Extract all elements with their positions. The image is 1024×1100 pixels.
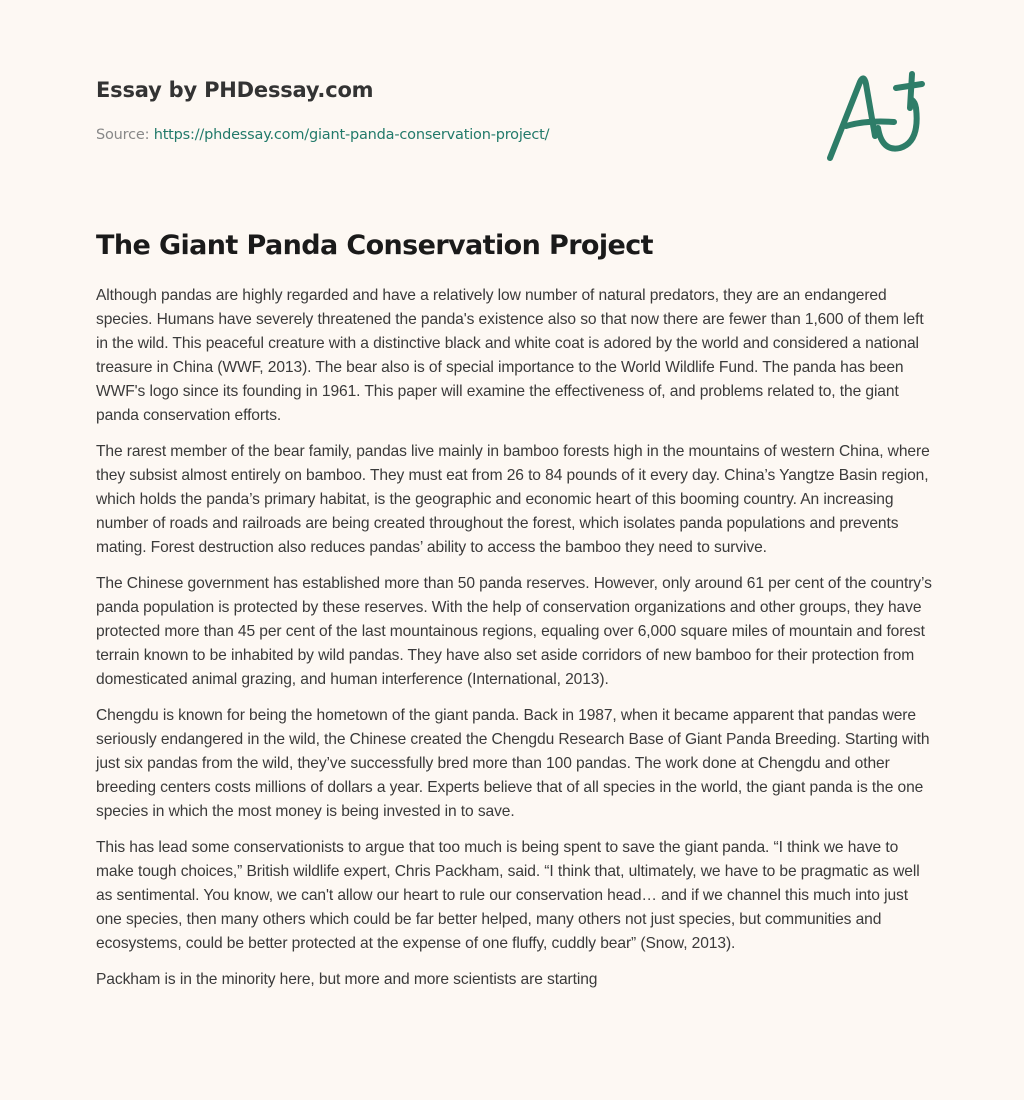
a-plus-grade-icon bbox=[820, 66, 930, 166]
paragraph: Packham is in the minority here, but more and more scientists are starting bbox=[96, 971, 598, 988]
paragraph: Chengdu is known for being the hometown of the giant panda. Back in 1987, when it became apparent that pandas were seriously endangered in the wild, the Chinese created the Chengdu Research Base of Giant Panda Breeding. Starting with just six pandas from the wild, they’ve successfully bred more than 100 pandas. The work done at Chengdu and other breeding centers costs millions of dollars a year. Experts believe that of all species in the world, the giant panda is the one species in which the most money is being invested in to save. bbox=[96, 707, 930, 820]
source-link[interactable]: https://phdessay.com/giant-panda-conservation-project/ bbox=[153, 127, 550, 143]
paragraph: The rarest member of the bear family, pandas live mainly in bamboo forests high in the mountains of western China, where they subsist almost entirely on bamboo. They must eat from 26 to 84 pounds of it every day. China’s Yangtze Basin region, which holds the panda’s primary habitat, is the geographic and economic heart of this booming country. An increasing number of roads and railroads are being created throughout the forest, which isolates panda populations and prevents mating. Forest destruction also reduces pandas’ ability to access the bamboo they need to survive. bbox=[96, 443, 930, 556]
essay-body bbox=[96, 284, 932, 1004]
source-label: Source: bbox=[96, 127, 154, 143]
source-line bbox=[96, 125, 796, 145]
paragraph: This has lead some conservationists to argue that too much is being spent to save the giant panda. “I think we have to make tough choices,” British wildlife expert, Chris Packham, said. “I think that, ultimately, we have to be pragmatic as well as sentimental. You know, we can't allow our heart to rule our conservation head… and if we channel this much into just one species, then many others which could be far better helped, many others not just species, but communities and ecosystems, could be better protected at the expense of one fluffy, cuddly bear” (Snow, 2013). bbox=[96, 839, 920, 952]
essay-header bbox=[96, 74, 796, 145]
paragraph: The Chinese government has established more than 50 panda reserves. However, only around 61 per cent of the country’s panda population is protected by these reserves. With the help of conservation organizations and other groups, they have protected more than 45 per cent of the last mountainous regions, equaling over 6,000 square miles of mountain and forest terrain known to be inhabited by wild pandas. They have also set aside corridors of new bamboo for their protection from domesticated animal grazing, and human interference (International, 2013). bbox=[96, 575, 932, 688]
essay-title: The Giant Panda Conservation Project bbox=[96, 230, 653, 261]
paragraph: Although pandas are highly regarded and have a relatively low number of natural predators, they are an endangered species. Humans have severely threatened the panda's existence also so that now there are fewer than 1,600 of them left in the wild. This peaceful creature with a distinctive black and white coat is adored by the world and considered a national treasure in China (WWF, 2013). The bear also is of special importance to the World Wildlife Fund. The panda has been WWF's logo since its founding in 1961. This paper will examine the effectiveness of, and problems related to, the giant panda conservation efforts. bbox=[96, 287, 924, 424]
site-brand: Essay by PHDessay.com bbox=[96, 78, 374, 102]
